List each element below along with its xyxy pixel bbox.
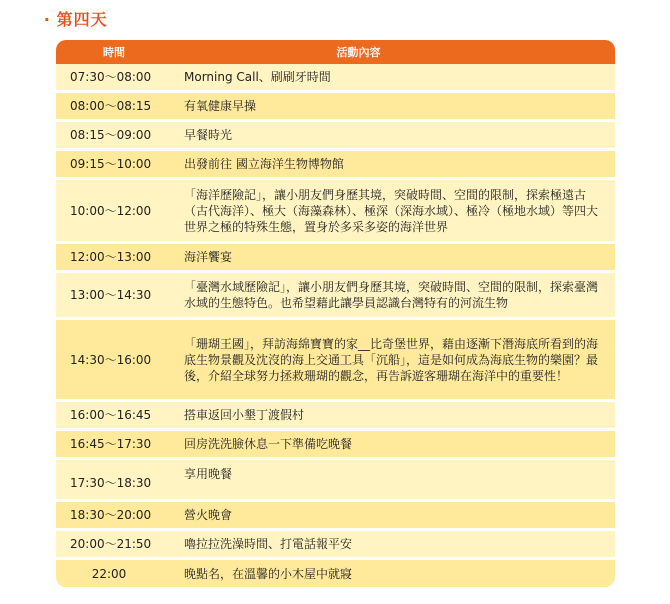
- time-cell: 22:00: [91, 566, 127, 581]
- activity-cell: 早餐時光: [184, 128, 233, 142]
- activity-cell: 營火晚會: [184, 508, 233, 522]
- table-row: [56, 502, 615, 531]
- schedule-table: [56, 40, 615, 587]
- table-row: [56, 320, 615, 402]
- time-cell: 13:00～14:30: [70, 288, 152, 302]
- time-cell: 08:00～08:15: [70, 99, 152, 113]
- activity-cell: 回房洗洗臉休息一下準備吃晚餐: [184, 437, 353, 451]
- activity-cell: 「珊瑚王國」，拜訪海綿寶寶的家__比奇堡世界，藉由逐漸下潛海底所看到的海底生物景觀及沈沒的海上交通工具「沉船」，這是如何成為海底生物的樂園？最後，介紹全球努力拯救珊瑚的觀念，再告訴遊客珊瑚在海洋中的重要性！: [184, 336, 599, 383]
- time-cell: 07:30～08:00: [70, 70, 152, 84]
- heading-title: 第四天: [56, 10, 108, 29]
- activity-cell: Morning Call、刷刷牙時間: [184, 70, 331, 84]
- table-row: [56, 64, 615, 93]
- table-row: [56, 244, 615, 273]
- table-row: [56, 460, 615, 502]
- header-activity: 活動內容: [336, 46, 381, 59]
- activity-cell: 享用晚餐: [184, 467, 233, 481]
- table-row: [56, 273, 615, 320]
- activity-cell: 「海洋歷險記」，讓小朋友們身歷其境，突破時間、空間的限制，探索極遠古（古代海洋）、極大（海藻森林）、極深（深海水域）、極冷（極地水域）等四大世界之極的特殊生態，置身於多采多姿的海洋世界: [184, 187, 599, 234]
- time-cell: 09:15～10:00: [70, 157, 152, 171]
- day-heading: [44, 7, 108, 30]
- activity-cell: 有氧健康早操: [184, 99, 257, 113]
- table-row: [56, 93, 615, 122]
- time-cell: 20:00～21:50: [70, 537, 152, 551]
- time-cell: 17:30～18:30: [70, 475, 152, 490]
- table-header: [56, 40, 615, 64]
- table-row: [56, 560, 615, 587]
- time-cell: 14:30～16:00: [70, 352, 152, 367]
- table-row: [56, 431, 615, 460]
- time-cell: 16:45～17:30: [70, 437, 152, 451]
- activity-cell: 嚕拉拉洗澡時間、打電話報平安: [184, 537, 353, 551]
- table-row: [56, 151, 615, 180]
- time-cell: 18:30～20:00: [70, 508, 152, 522]
- time-cell: 08:15～09:00: [70, 128, 152, 142]
- activity-cell: 搭車返回小墾丁渡假村: [184, 408, 305, 422]
- table-row: [56, 531, 615, 560]
- time-cell: 10:00～12:00: [70, 203, 152, 218]
- table-row: [56, 402, 615, 431]
- activity-cell: 晚點名，在溫馨的小木屋中就寢: [184, 566, 353, 581]
- header-time: 時間: [103, 46, 125, 59]
- time-cell: 12:00～13:00: [70, 250, 152, 264]
- table-row: [56, 180, 615, 244]
- activity-cell: 海洋饗宴: [184, 250, 233, 264]
- heading-bullet: ‧: [44, 10, 51, 29]
- activity-cell: 「臺灣水域歷險記」，讓小朋友們身歷其境，突破時間、空間的限制，探索臺灣水域的生態特色。也希望藉此讓學員認識台灣特有的河流生物: [184, 280, 599, 310]
- time-cell: 16:00～16:45: [70, 408, 152, 422]
- table-row: [56, 122, 615, 151]
- activity-cell: 出發前往 國立海洋生物博物館: [184, 157, 344, 171]
